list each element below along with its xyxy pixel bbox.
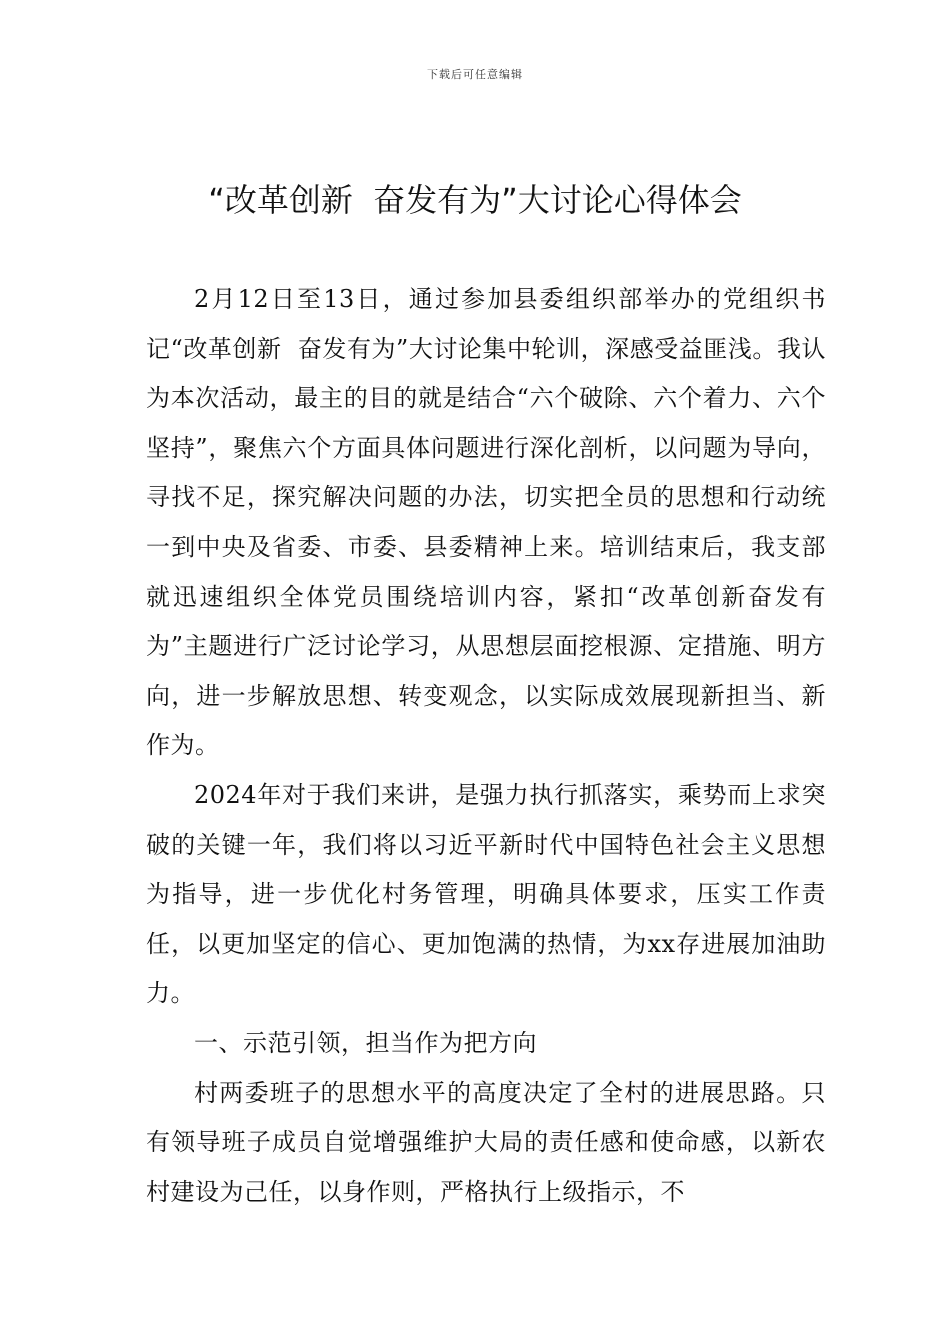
paragraph-2024-plan: 2024年对于我们来讲，是强力执行抓落实，乘势而上求突破的关键一年，我们将以习近平新时代中国特色社会主义思想为指导，进一步优化村务管理，明确具体要求，压实工作责任，以更加坚定的信心、更加饱满的热情，为xx存进展加油助力。 [146, 780, 826, 1008]
section-heading-1: 一、示范引领，担当作为把方向 [194, 1028, 537, 1057]
paragraph-training: 2月12日至13日，通过参加县委组织部举办的党组织书记“改革创新 奋发有为”大讨论集中轮训，深感受益匪浅。我认为本次活动，最主的目的就是结合“六个破除、六个着力、六个坚持”，聚焦六个方面具体问题进行深化剖析，以问题为导向，寻找不足，探究解决问题的办法，切实把全员的思想和行动统一到中央及省委、市委、县委精神上来。培训结束后，我支部就迅速组织全体党员围绕培训内容，紧扣“改革创新奋发有为”主题进行广泛讨论学习，从思想层面挖根源、定措施、明方向，进一步解放思想、转变观念，以实际成效展现新担当、新作为。 [146, 285, 826, 760]
document-body [146, 275, 826, 1217]
header-note: 下载后可任意编辑 [427, 68, 523, 81]
paragraph-leadership: 村两委班子的思想水平的高度决定了全村的进展思路。只有领导班子成员自觉增强维护大局的责任感和使命感，以新农村建设为己任，以身作则，严格执行上级指示，不 [146, 1078, 826, 1206]
document-title: “改革创新 奋发有为”大讨论心得体会 [208, 181, 742, 219]
